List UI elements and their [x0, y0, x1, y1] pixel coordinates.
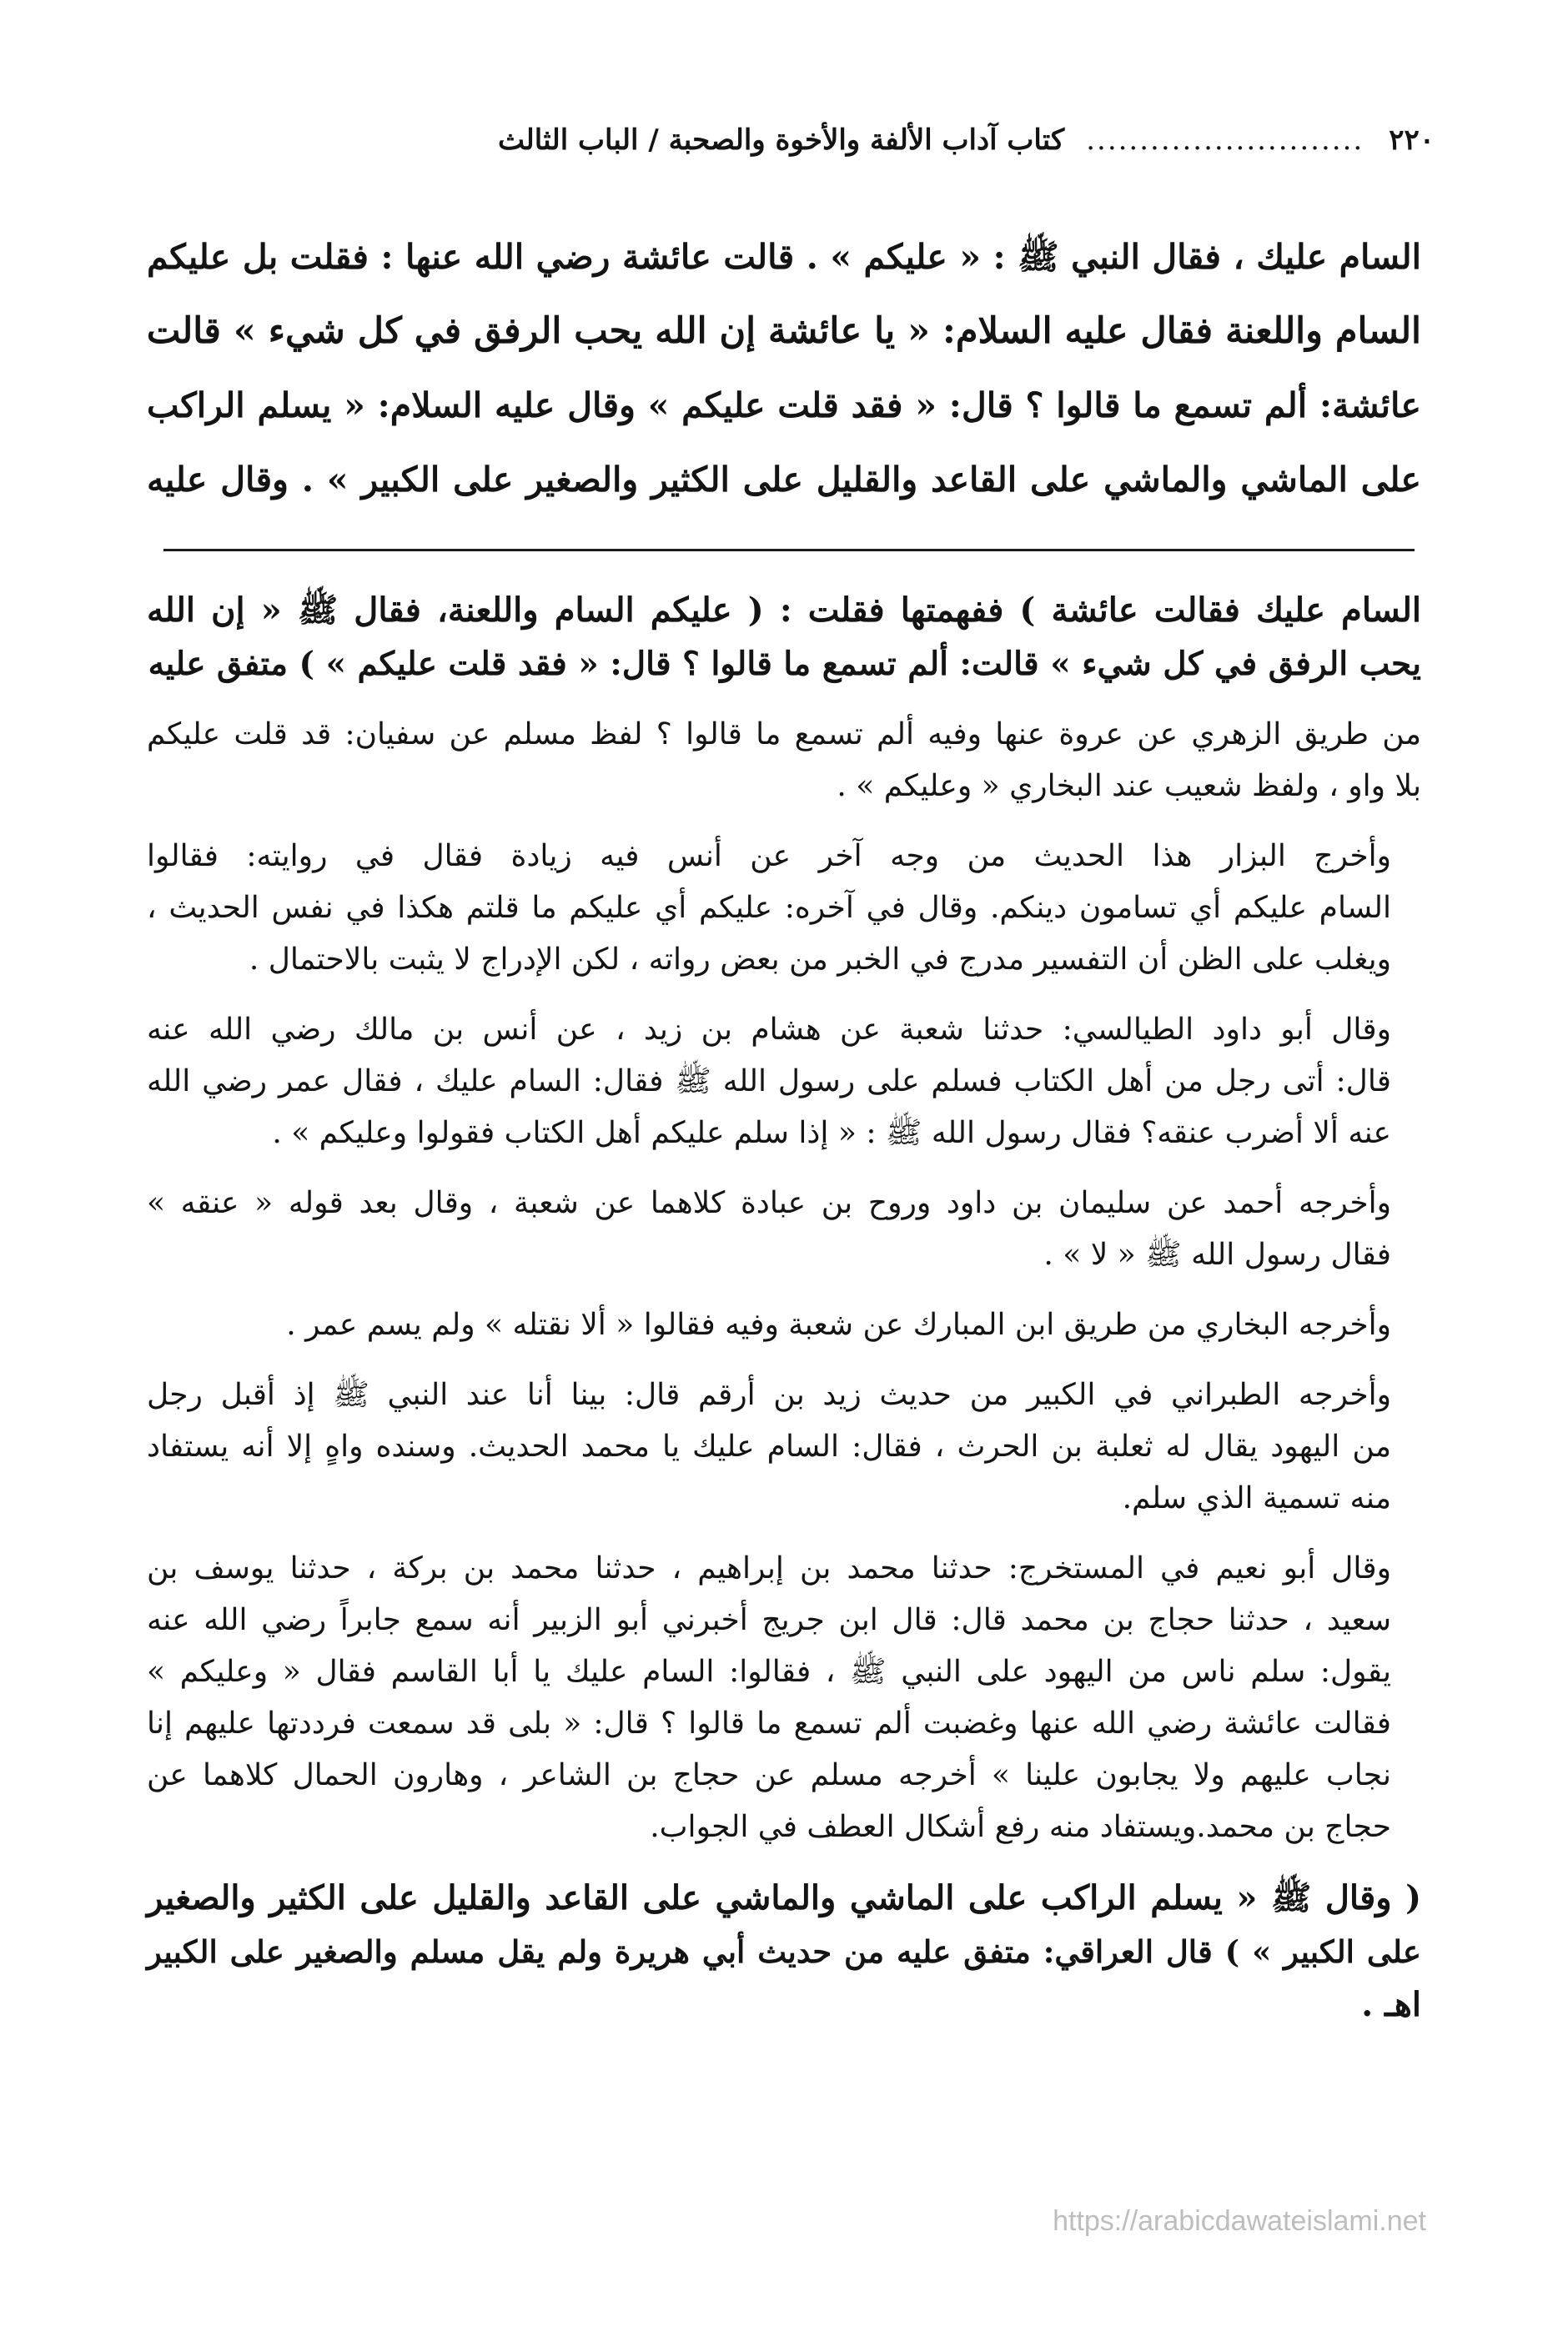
- commentary-line: على الكبير » ) قال العراقي: متفق عليه من حديث أبي هريرة ولم يقل مسلم والصغير على الكبير: [147, 1933, 1421, 1970]
- page-number: ٢٢٠: [1389, 123, 1435, 157]
- commentary-line: سعيد ، حدثنا حجاج بن محمد قال: قال ابن جريج أخبرني أبو الزبير أنه سمع جابراً رضي الله عنه: [147, 1603, 1391, 1637]
- commentary-line: فقال رسول الله ﷺ « لا » .: [1043, 1238, 1391, 1272]
- commentary-paragraph: [147, 584, 1421, 691]
- main-line: السام عليك ، فقال النبي ﷺ : « عليكم » . قالت عائشة رضي الله عنها : فقلت بل عليكم: [147, 237, 1421, 277]
- commentary-paragraph: [147, 831, 1421, 986]
- commentary-paragraph: [147, 1299, 1421, 1351]
- commentary-line: وأخرجه أحمد عن سليمان بن داود وروح بن عبادة كلاهما عن شعبة ، وقال بعد قوله « عنقه »: [147, 1186, 1392, 1220]
- commentary-line: من طريق الزهري عن عروة عنها وفيه ألم تسمع ما قالوا ؟ لفظ مسلم عن سفيان: قد قلت عليكم: [147, 717, 1421, 751]
- commentary-line: وقال أبو نعيم في المستخرج: حدثنا محمد بن إبراهيم ، حدثنا محمد بن بركة ، حدثنا يوسف بن: [147, 1551, 1391, 1586]
- commentary-line: وأخرج البزار هذا الحديث من وجه آخر عن أنس فيه زيادة فقال في روايته: فقالوا: [147, 839, 1391, 873]
- commentary-line: من اليهود يقال له ثعلبة بن الحرث ، فقال: السام عليك يا محمد الحديث. وسنده واهٍ إلا أنه يستفاد: [147, 1430, 1392, 1464]
- main-line: على الماشي والماشي على القاعد والقليل على الكثير والصغير على الكبير » . وقال عليه: [147, 460, 1421, 500]
- commentary-line: عنه ألا أضرب عنقه؟ فقال رسول الله ﷺ : « إذا سلم عليكم أهل الكتاب فقولوا وعليكم » .: [272, 1116, 1391, 1150]
- commentary-line: اهـ .: [1361, 1985, 1421, 2024]
- commentary-line: بلا واو ، ولفظ شعيب عند البخاري « وعليكم » .: [837, 769, 1421, 803]
- commentary-line: وقال أبو داود الطيالسي: حدثنا شعبة عن هشام بن زيد ، عن أنس بن مالك رضي الله عنه: [147, 1013, 1391, 1047]
- commentary-line: يحب الرفق في كل شيء » قالت: ألم تسمع ما قالوا ؟ قال: « فقد قلت عليكم » ) متفق عليه: [148, 645, 1421, 683]
- page-header: [150, 123, 1435, 173]
- commentary-line: وأخرجه البخاري من طريق ابن المبارك عن شعبة وفيه فقالوا « ألا نقتله » ولم يسم عمر .: [286, 1308, 1391, 1342]
- commentary-paragraph: [147, 1370, 1421, 1525]
- commentary-line: ويغلب على الظن أن التفسير مدرج في الخبر من بعض رواته ، لكن الإدراج لا يثبت بالاحتمال .: [249, 942, 1391, 977]
- running-title: كتاب آداب الألفة والأخوة والصحبة / الباب الثالث: [498, 123, 1065, 157]
- commentary-paragraph: [147, 1178, 1421, 1281]
- commentary-line: منه تسمية الذي سلم.: [1122, 1481, 1391, 1515]
- commentary-line: السام عليكم أي تسامون دينكم. وقال في آخره: عليكم أي عليكم ما قلتم هكذا في نفس الحديث ،: [147, 891, 1391, 925]
- commentary-line: يقول: سلم ناس من اليهود على النبي ﷺ ، فقالوا: السام عليك يا أبا القاسم فقال « وعليكم »: [147, 1655, 1391, 1689]
- divider-rule: [163, 549, 1415, 551]
- main-text: [147, 220, 1421, 517]
- commentary-line: السام عليك فقالت عائشة ) ففهمتها فقلت : ( عليكم السام واللعنة، فقال ﷺ « إن الله: [147, 591, 1421, 630]
- commentary-text: [147, 584, 1421, 2050]
- commentary-line: نجاب عليهم ولا يجابون علينا » أخرجه مسلم عن حجاج بن الشاعر ، وهارون الحمال كلاهما عن: [147, 1758, 1391, 1792]
- commentary-line: حجاج بن محمد.ويستفاد منه رفع أشكال العطف في الجواب.: [650, 1810, 1391, 1844]
- watermark: https://arabicdawateislami.net: [1053, 2205, 1426, 2237]
- main-line: عائشة: ألم تسمع ما قالوا ؟ قال: « فقد قلت عليكم » وقال عليه السلام: « يسلم الراكب: [147, 385, 1421, 425]
- commentary-line: وأخرجه الطبراني في الكبير من حديث زيد بن أرقم قال: بينا أنا عند النبي ﷺ إذ أقبل رجل: [147, 1378, 1391, 1412]
- commentary-line: قال: أتى رجل من أهل الكتاب فسلم على رسول الله ﷺ فقال: السام عليك ، فقال عمر رضي الله: [147, 1064, 1391, 1098]
- header-dots: ..........................: [1086, 123, 1364, 157]
- commentary-paragraph: [147, 1543, 1421, 1853]
- commentary-paragraph: [147, 1004, 1421, 1159]
- commentary-line: فقالت عائشة رضي الله عنها وغضبت ألم تسمع ما قالوا ؟ قال: « بلى قد سمعت فرددتها عليهم إنا: [147, 1706, 1391, 1741]
- commentary-paragraph: [147, 1872, 1421, 2032]
- commentary-line: ( وقال ﷺ « يسلم الراكب على الماشي والماشي على القاعد والقليل على الكثير والصغير: [147, 1878, 1421, 1917]
- main-line: السام واللعنة فقال عليه السلام: « يا عائشة إن الله يحب الرفق في كل شيء » قالت: [146, 310, 1421, 352]
- commentary-paragraph: [147, 709, 1421, 812]
